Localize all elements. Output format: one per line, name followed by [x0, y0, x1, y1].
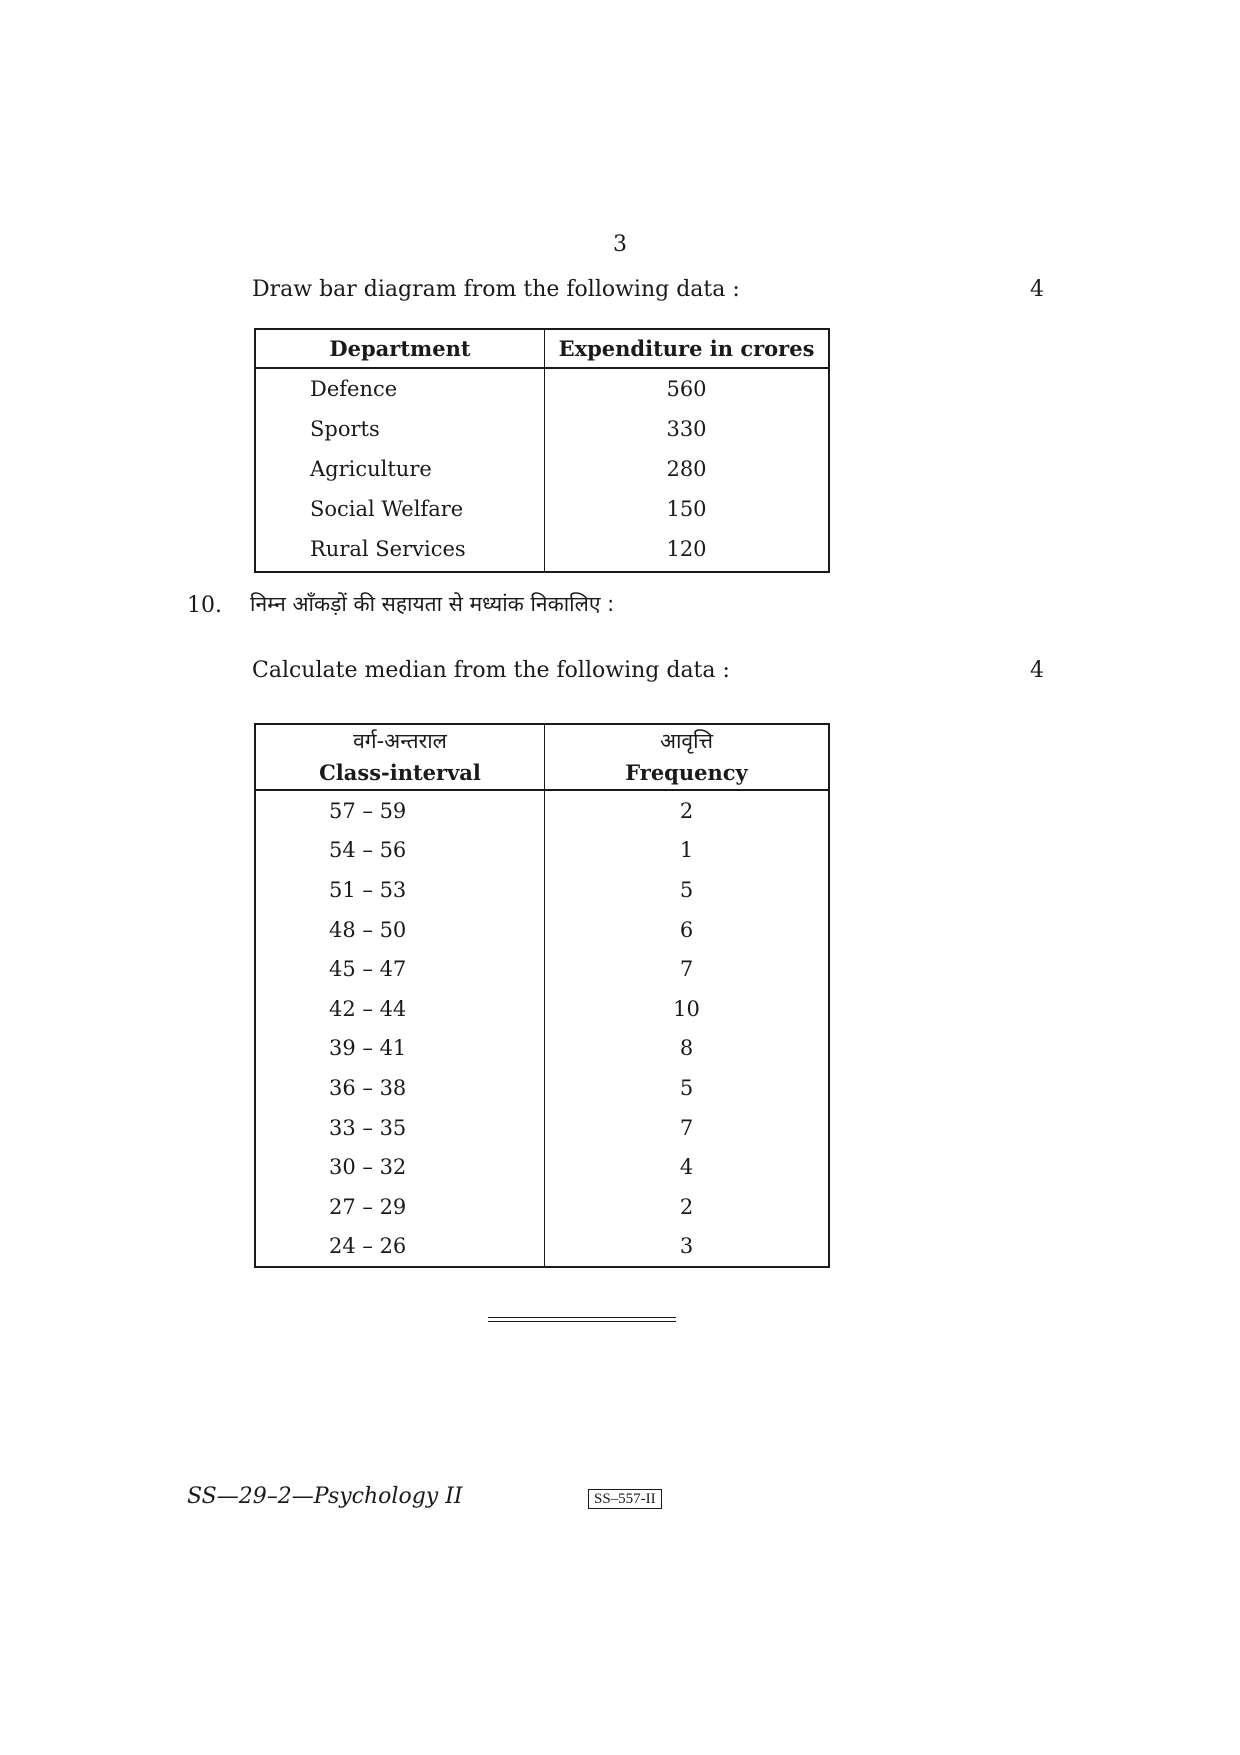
table-row — [255, 1227, 829, 1268]
table-header-row — [255, 724, 829, 790]
frequency-cell: 7 — [679, 957, 694, 982]
table-row — [255, 1187, 829, 1227]
column-header-class-interval — [255, 724, 545, 790]
table-row — [255, 1029, 829, 1069]
expenditure-cell: 280 — [666, 457, 707, 481]
class-interval-english-label: Class-interval — [319, 760, 481, 785]
frequency-cell: 2 — [679, 1194, 694, 1219]
column-header-expenditure: Expenditure in crores — [545, 329, 830, 368]
department-cell: Rural Services — [255, 529, 545, 572]
class-interval-cell: 33 – 35 — [255, 1108, 545, 1148]
class-interval-cell: 30 – 32 — [255, 1147, 545, 1187]
question-10-marks: 4 — [1030, 658, 1044, 683]
department-cell: Agriculture — [255, 449, 545, 489]
department-cell: Social Welfare — [255, 489, 545, 529]
table-row — [255, 831, 829, 871]
class-interval-hindi-label: वर्ग-अन्तराल — [353, 729, 447, 753]
table-row — [255, 489, 829, 529]
table-row — [255, 790, 829, 831]
question-10-english-text: Calculate median from the following data : — [252, 658, 730, 683]
table-row — [255, 1147, 829, 1187]
table-row — [255, 449, 829, 489]
question-9-marks: 4 — [1030, 277, 1044, 302]
footer-paper-title: SS—29–2—Psychology II — [187, 1484, 463, 1509]
class-interval-cell: 45 – 47 — [255, 949, 545, 989]
frequency-cell: 10 — [673, 996, 700, 1021]
table-row — [255, 870, 829, 910]
expenditure-cell: 560 — [666, 377, 707, 401]
question-10-number: 10. — [187, 593, 222, 618]
frequency-cell: 2 — [679, 798, 694, 823]
frequency-cell: 7 — [679, 1115, 694, 1140]
class-interval-cell: 36 – 38 — [255, 1068, 545, 1108]
expenditure-cell: 150 — [666, 497, 707, 521]
class-interval-cell: 51 – 53 — [255, 870, 545, 910]
class-interval-cell: 48 – 50 — [255, 910, 545, 950]
table-row — [255, 910, 829, 950]
frequency-cell: 5 — [679, 1075, 694, 1100]
frequency-hindi-label: आवृत्ति — [659, 729, 714, 753]
table-row — [255, 1068, 829, 1108]
class-interval-cell: 24 – 26 — [255, 1227, 545, 1268]
frequency-cell: 8 — [679, 1036, 694, 1061]
end-of-paper-rule — [488, 1317, 676, 1322]
department-cell: Sports — [255, 409, 545, 449]
column-header-frequency — [545, 724, 830, 790]
frequency-english-label: Frequency — [625, 760, 748, 785]
question-10-hindi-text: निम्न आँकड़ों की सहायता से मध्यांक निकालिए : — [250, 592, 615, 616]
expenditure-cell: 330 — [666, 417, 707, 441]
table-row — [255, 1108, 829, 1148]
department-cell: Defence — [255, 368, 545, 409]
table-row — [255, 368, 829, 409]
question-9-text: Draw bar diagram from the following data : — [252, 277, 740, 302]
column-header-department: Department — [255, 329, 545, 368]
expenditure-table — [254, 328, 830, 573]
page-number: 3 — [613, 232, 627, 257]
class-interval-cell: 42 – 44 — [255, 989, 545, 1029]
class-interval-cell: 39 – 41 — [255, 1029, 545, 1069]
frequency-cell: 6 — [679, 917, 694, 942]
class-interval-cell: 54 – 56 — [255, 831, 545, 871]
table-row — [255, 529, 829, 572]
frequency-cell: 5 — [679, 877, 694, 902]
frequency-cell: 4 — [679, 1155, 694, 1180]
class-interval-cell: 27 – 29 — [255, 1187, 545, 1227]
table-header-row — [255, 329, 829, 368]
footer-paper-code: SS–557-II — [588, 1489, 662, 1509]
table-row — [255, 409, 829, 449]
class-interval-cell: 57 – 59 — [255, 790, 545, 831]
table-row — [255, 949, 829, 989]
table-row — [255, 989, 829, 1029]
frequency-cell: 1 — [679, 838, 694, 863]
expenditure-cell: 120 — [666, 537, 707, 561]
frequency-cell: 3 — [679, 1234, 694, 1259]
frequency-table — [254, 723, 830, 1268]
